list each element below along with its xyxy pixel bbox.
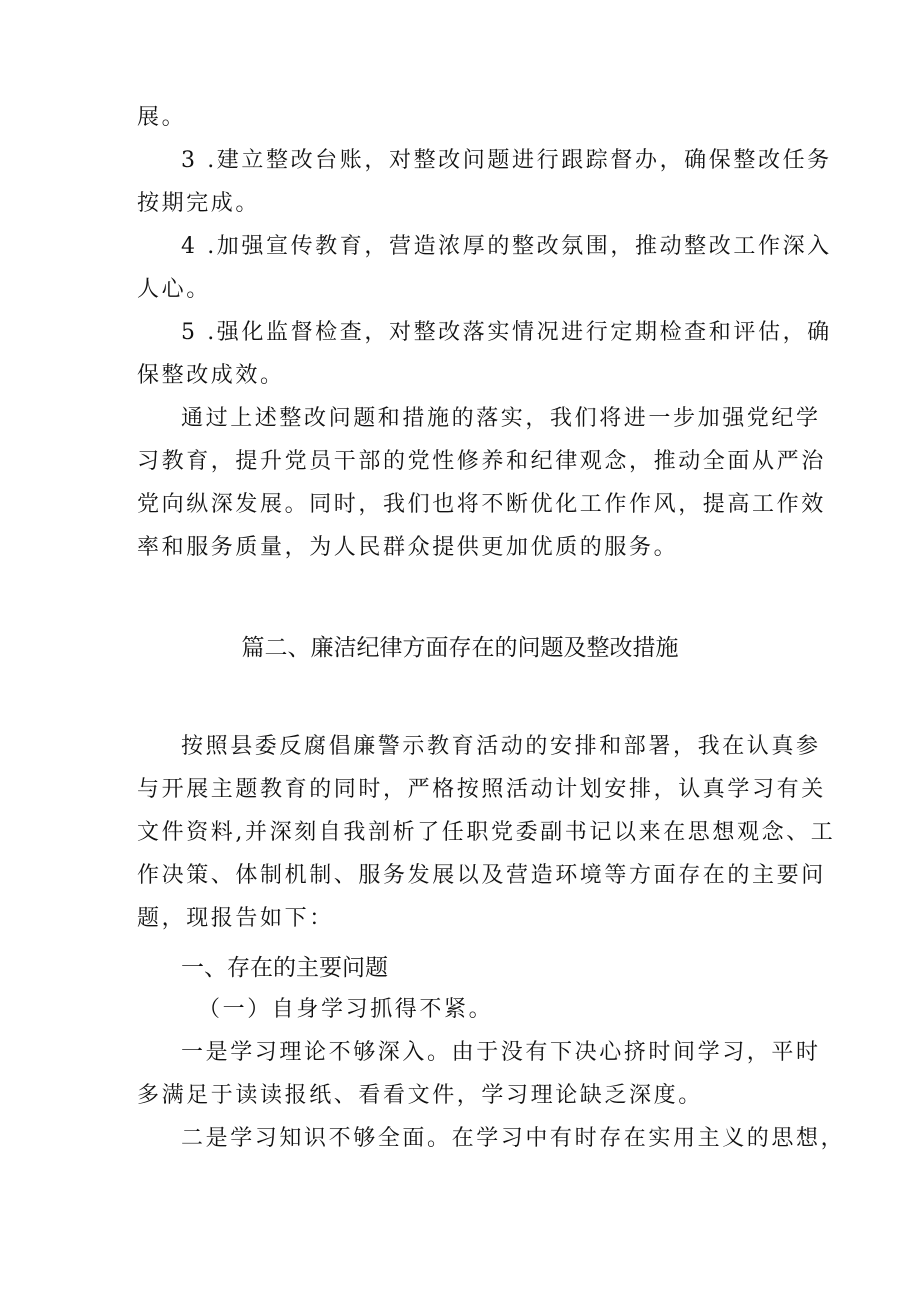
paragraph-line: 党向纵深发展。同时，我们也将不断优化工作作风，提高工作效	[137, 492, 826, 517]
paragraph-line: 展。	[137, 105, 187, 130]
paragraph-line: 题，现报告如下：	[137, 906, 334, 931]
paragraph-line: 人心。	[137, 277, 211, 302]
paragraph-line: 保整改成效。	[137, 363, 285, 388]
paragraph-line: 与开展主题教育的同时，严格按照活动计划安排，认真学习有关	[137, 777, 826, 802]
paragraph-line: 按照县委反腐倡廉警示教育活动的安排和部署，我在认真参	[181, 734, 821, 759]
paragraph-line: 二是学习知识不够全面。在学习中有时存在实用主义的思想，	[181, 1126, 846, 1151]
article-title: 篇二、廉洁纪律方面存在的问题及整改措施	[241, 635, 679, 661]
paragraph-line: 按期完成。	[137, 191, 261, 216]
paragraph-line: 习教育，提升党员干部的党性修养和纪律观念，推动全面从严治	[137, 449, 826, 474]
paragraph-line: 3 .建立整改台账，对整改问题进行跟踪督办，确保整改任务	[181, 148, 832, 173]
subsection-heading: （一）自身学习抓得不紧。	[198, 997, 494, 1022]
paragraph-line: 多满足于读读报纸、看看文件，学习理论缺乏深度。	[137, 1083, 703, 1108]
paragraph-line: 5 .强化监督检查，对整改落实情况进行定期检查和评估，确	[181, 320, 832, 345]
paragraph-line: 通过上述整改问题和措施的落实，我们将进一步加强党纪学	[181, 406, 821, 431]
paragraph-line: 一是学习理论不够深入。由于没有下决心挤时间学习，平时	[181, 1040, 821, 1065]
paragraph-line: 4 .加强宣传教育，营造浓厚的整改氛围，推动整改工作深入	[181, 234, 832, 259]
paragraph-line: 作决策、体制机制、服务发展以及营造环境等方面存在的主要问	[137, 863, 826, 888]
paragraph-line: 率和服务质量，为人民群众提供更加优质的服务。	[137, 535, 679, 560]
paragraph-line: 文件资料,并深刻自我剖析了任职党委副书记以来在思想观念、工	[137, 820, 836, 845]
section-heading: 一、存在的主要问题	[181, 955, 388, 981]
